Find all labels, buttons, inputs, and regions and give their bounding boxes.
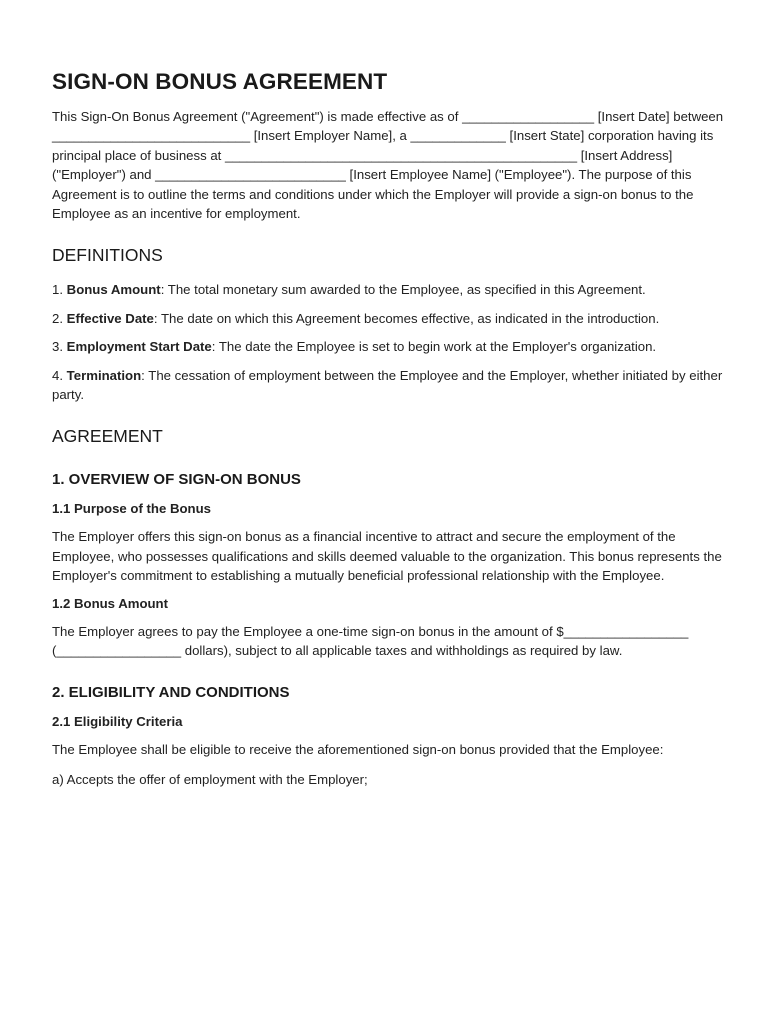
definition-term: Employment Start Date — [66, 339, 212, 355]
document-page — [52, 68, 724, 789]
section-2-heading: 2. ELIGIBILITY AND CONDITIONS — [52, 683, 290, 701]
definitions-heading: DEFINITIONS — [52, 245, 163, 266]
section-1-1-text: The Employer offers this sign-on bonus as a financial incentive to attract and secure the employment of the Employee, who possesses qualifications and skills deemed valuable to the organization. This bonus represents the Employer's commitment to establishing a mutually beneficial professional relationship with the Employee. — [52, 529, 722, 584]
definition-text: : The cessation of employment between the Employee and the Employer, whether initiated by either party. — [52, 367, 723, 403]
definition-item — [52, 280, 724, 299]
section-1-1-heading: 1.1 Purpose of the Bonus — [52, 501, 212, 517]
definition-text: : The date on which this Agreement becomes effective, as indicated in the introduction. — [153, 310, 660, 326]
section-1-2-text: The Employer agrees to pay the Employee a one-time sign-on bonus in the amount of $_________________ (_________________ dollars), subject to all applicable taxes and withholdings as required by law. — [52, 623, 689, 659]
definition-number: 1. — [52, 282, 67, 298]
definition-term: Effective Date — [66, 310, 154, 326]
definition-text: : The date the Employee is set to begin work at the Employer's organization. — [211, 339, 657, 355]
definition-number: 4. — [52, 367, 67, 383]
section-1-2-heading: 1.2 Bonus Amount — [52, 595, 169, 611]
intro-paragraph: This Sign-On Bonus Agreement ("Agreement") is made effective as of __________________ [Insert Date] between ___________________________ [Insert Employer Name], a _____________ [Insert State] corporation having its principal place of business at ________________________________________________ [Insert Address] ("Employer") and __________________________ [Insert Employee Name] ("Employee"). The purpose of this Agreement is to outline the terms and conditions under which the Employer will provide a sign-on bonus to the Employee as an incentive for employment. — [52, 109, 724, 222]
definition-item — [52, 366, 724, 405]
agreement-heading: AGREEMENT — [52, 426, 163, 447]
section-1-heading: 1. OVERVIEW OF SIGN-ON BONUS — [52, 471, 301, 489]
definition-number: 2. — [52, 310, 67, 326]
definition-term: Termination — [66, 367, 142, 383]
section-2-1-heading: 2.1 Eligibility Criteria — [52, 713, 183, 729]
document-title: SIGN-ON BONUS AGREEMENT — [52, 69, 388, 94]
definition-text: : The total monetary sum awarded to the Employee, as specified in this Agreement. — [160, 282, 646, 298]
definition-item — [52, 309, 724, 328]
list-item: a) Accepts the offer of employment with the Employer; — [52, 771, 368, 787]
definition-term: Bonus Amount — [66, 282, 161, 298]
section-2-1-text: The Employee shall be eligible to receive the aforementioned sign-on bonus provided that the Employee: — [52, 741, 664, 757]
definition-item — [52, 337, 724, 356]
definition-number: 3. — [52, 339, 67, 355]
